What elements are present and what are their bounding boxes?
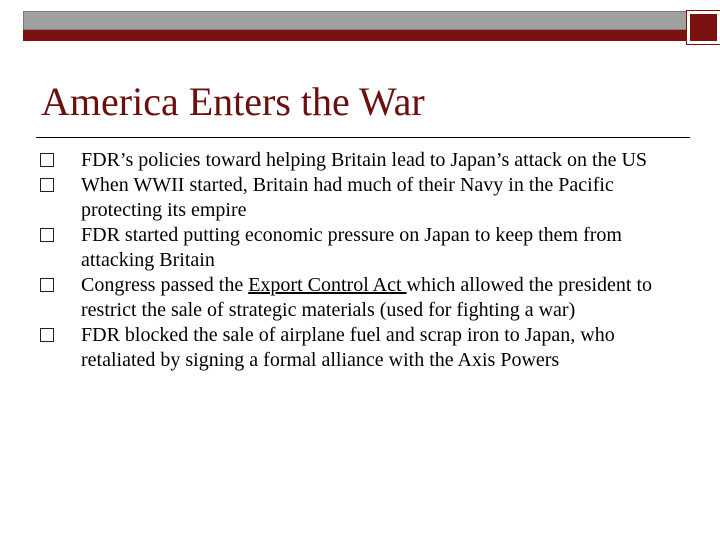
bullet-text: FDR started putting economic pressure on Japan to keep them from attacking Britain	[81, 224, 622, 271]
top-decorative-band	[23, 11, 720, 41]
slide-title: America Enters the War	[41, 79, 425, 124]
bullet-item	[40, 148, 680, 173]
hollow-square-bullet-icon	[40, 228, 54, 242]
bullet-text: When WWII started, Britain had much of their Navy in the Pacific protecting its empire	[81, 174, 614, 221]
title-divider	[36, 137, 690, 138]
hollow-square-bullet-icon	[40, 328, 54, 342]
bullet-item	[40, 323, 680, 373]
bullet-text: which allowed the president to restrict the sale of strategic materials (used for fighting a war)	[81, 274, 653, 321]
bullet-list	[40, 148, 680, 373]
hollow-square-bullet-icon	[40, 278, 54, 292]
top-band-red-bar	[23, 30, 720, 41]
bullet-text: FDR’s policies toward helping Britain lead to Japan’s attack on the US	[81, 149, 648, 171]
bullet-text: Congress passed the	[81, 274, 249, 296]
hollow-square-bullet-icon	[40, 153, 54, 167]
bullet-item	[40, 273, 680, 323]
bullet-text-underlined: Export Control Act	[248, 274, 407, 296]
top-band-corner-square	[687, 11, 720, 44]
bullet-item	[40, 223, 680, 273]
hollow-square-bullet-icon	[40, 178, 54, 192]
bullet-item	[40, 173, 680, 223]
top-band-gray-bar	[23, 11, 687, 30]
bullet-text: FDR blocked the sale of airplane fuel and scrap iron to Japan, who retaliated by signing a formal alliance with the Axis Powers	[81, 324, 615, 371]
